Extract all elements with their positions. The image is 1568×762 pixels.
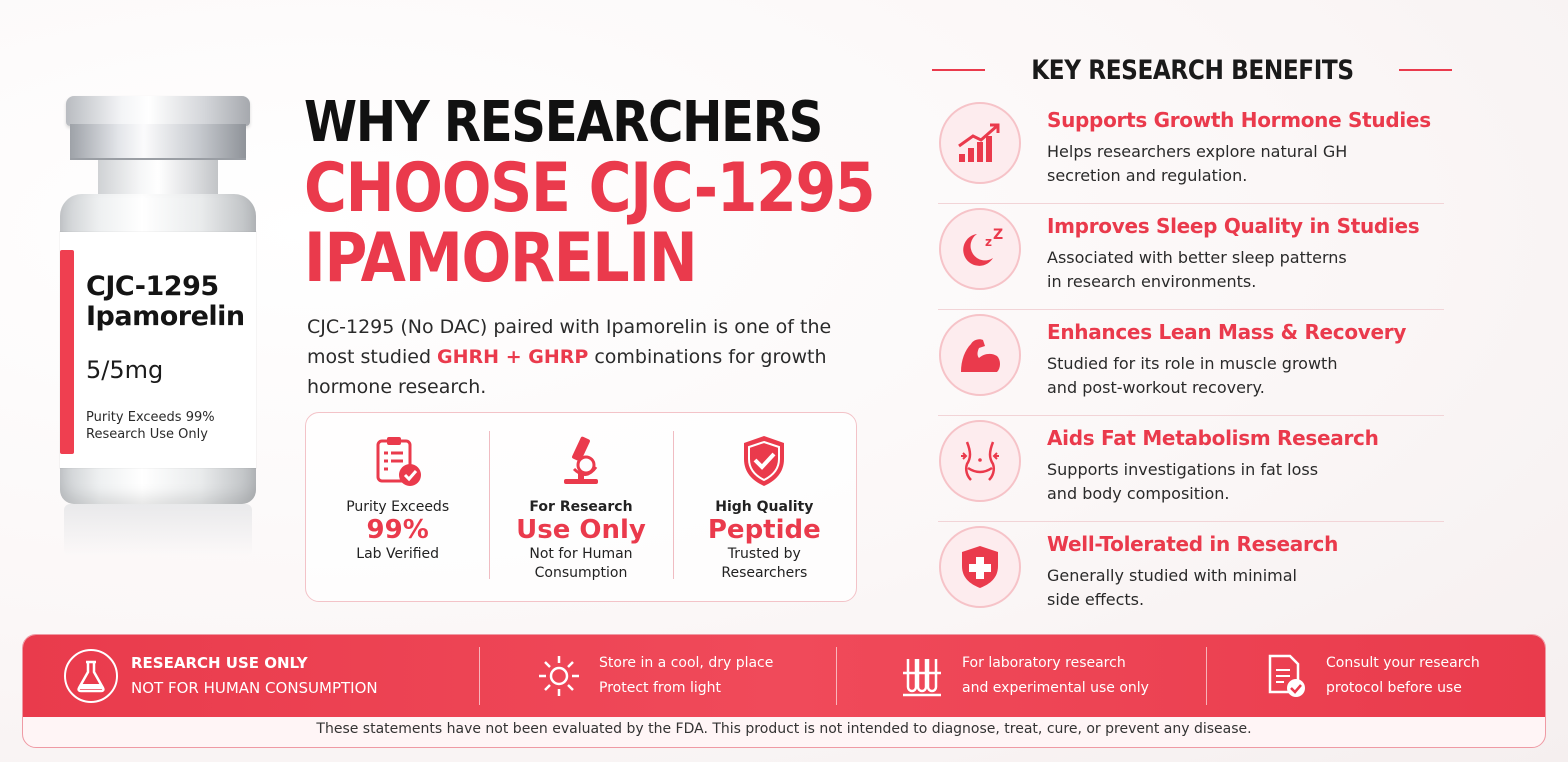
notice-consult-protocol-line2: protocol before use [1326, 680, 1462, 696]
benefit-sleep-desc-line1: Associated with better sleep patterns [1047, 248, 1347, 267]
benefit-lean-mass-desc-line2: and post-workout recovery. [1047, 378, 1265, 397]
benefit-item-sleep [938, 204, 1444, 310]
headline-line3: IPAMORELIN [304, 219, 697, 298]
notice-storage-text [599, 651, 773, 701]
moon-sleep-icon [939, 208, 1021, 290]
notice-lab-use-line2: and experimental use only [962, 680, 1149, 696]
notice-consult-protocol-text [1326, 651, 1480, 701]
intro-paragraph [307, 312, 867, 402]
shield-cross-icon [939, 526, 1021, 608]
flexed-arm-icon [939, 314, 1021, 396]
vial-name-line1: CJC-1295 [86, 271, 219, 302]
feature-purity-label: Purity Exceeds [346, 499, 450, 515]
notice-storage-line1: Store in a cool, dry place [599, 655, 774, 671]
flask-icon [63, 648, 119, 704]
notice-research-only [23, 635, 479, 717]
sun-icon [531, 648, 587, 704]
intro-highlight: GHRH + GHRP [437, 346, 589, 368]
feature-quality-label: High Quality [715, 499, 814, 515]
benefit-fat-metabolism-desc-line2: and body composition. [1047, 484, 1230, 503]
benefits-heading [932, 50, 1452, 90]
headline [304, 90, 884, 298]
vial-info-line2: Research Use Only [86, 427, 208, 442]
feature-research-sub: Not for Human Consumption [529, 546, 633, 581]
vial-dose: 5/5mg [86, 356, 164, 384]
vial-product-name [86, 272, 258, 332]
feature-research-only [489, 413, 672, 601]
vial-info-line1: Purity Exceeds 99% [86, 410, 215, 425]
intro-text-after: combinations for growth hormone research. [307, 346, 827, 398]
vial-cap-band [70, 124, 246, 160]
shield-check-icon [673, 431, 856, 491]
vial-label-stripe [60, 250, 74, 454]
benefit-fat-metabolism-desc [1047, 458, 1447, 506]
clipboard-check-icon [306, 431, 489, 491]
bottom-red-band [23, 635, 1545, 717]
notice-consult-protocol [1206, 635, 1545, 717]
feature-purity [306, 413, 489, 601]
benefit-lean-mass-title: Enhances Lean Mass & Recovery [1047, 320, 1407, 344]
test-tubes-icon [894, 648, 950, 704]
benefit-tolerance-desc [1047, 564, 1447, 612]
headline-line1: WHY RESEARCHERS [304, 90, 822, 155]
heading-rule-left [932, 69, 985, 71]
feature-research-label: For Research [529, 499, 633, 515]
benefit-growth-desc-line2: secretion and regulation. [1047, 166, 1248, 185]
vial-neck [98, 160, 218, 198]
benefit-growth-desc [1047, 140, 1447, 188]
benefit-tolerance-desc-line1: Generally studied with minimal [1047, 566, 1297, 585]
benefit-sleep-title: Improves Sleep Quality in Studies [1047, 214, 1420, 238]
svg-text:z: z [985, 235, 992, 249]
benefit-item-growth [938, 98, 1444, 204]
benefit-growth-title: Supports Growth Hormone Studies [1047, 108, 1431, 132]
growth-chart-icon [939, 102, 1021, 184]
benefit-lean-mass-desc [1047, 352, 1447, 400]
notice-storage [479, 635, 836, 717]
benefit-sleep-desc-line2: in research environments. [1047, 272, 1257, 291]
benefit-sleep-desc [1047, 246, 1447, 294]
notice-storage-line2: Protect from light [599, 680, 722, 696]
notice-research-only-line2: NOT FOR HUMAN CONSUMPTION [131, 679, 378, 697]
document-check-icon [1258, 648, 1314, 704]
headline-line2: CHOOSE CJC-1295 [304, 149, 875, 228]
benefit-item-fat-metabolism [938, 416, 1444, 522]
heading-rule-right [1399, 69, 1452, 71]
bottom-notice-bar [22, 634, 1546, 748]
benefit-fat-metabolism-title: Aids Fat Metabolism Research [1047, 426, 1379, 450]
svg-text:Z: Z [993, 227, 1004, 243]
benefit-item-lean-mass [938, 310, 1444, 416]
notice-consult-protocol-line1: Consult your research [1326, 655, 1480, 671]
notice-research-only-text [131, 651, 378, 701]
notice-research-only-line1: RESEARCH USE ONLY [131, 654, 308, 672]
notice-lab-use-line1: For laboratory research [962, 655, 1126, 671]
feature-purity-sub: Lab Verified [356, 546, 440, 562]
feature-quality-value: Peptide [707, 515, 821, 545]
product-vial-image [58, 96, 258, 556]
feature-research-value: Use Only [516, 515, 646, 545]
benefit-lean-mass-desc-line1: Studied for its role in muscle growth [1047, 354, 1338, 373]
feature-quality-sub: Trusted by Researchers [721, 546, 808, 581]
benefits-heading-text: KEY RESEARCH BENEFITS [1030, 54, 1354, 86]
notice-lab-use-text [962, 651, 1149, 701]
benefit-fat-metabolism-desc-line1: Supports investigations in fat loss [1047, 460, 1319, 479]
notice-lab-use [836, 635, 1206, 717]
microscope-icon [489, 431, 672, 491]
vial-info [86, 409, 256, 443]
fda-disclaimer: These statements have not been evaluated by the FDA. This product is not intended to diagnose, treat, cure, or prevent any disease. [316, 721, 1252, 737]
waist-icon [939, 420, 1021, 502]
vial-name-line2: Ipamorelin [86, 301, 245, 332]
feature-purity-value: 99% [366, 515, 429, 545]
feature-quality [673, 413, 856, 601]
vial-base-reflection [64, 504, 252, 556]
benefit-tolerance-title: Well-Tolerated in Research [1047, 532, 1339, 556]
benefit-tolerance-desc-line2: side effects. [1047, 590, 1145, 609]
intro-text-before: CJC-1295 (No DAC) paired with Ipamorelin is one of the most studied [307, 316, 832, 368]
benefit-item-tolerance [938, 522, 1444, 628]
vial-cap [66, 96, 250, 126]
benefit-growth-desc-line1: Helps researchers explore natural GH [1047, 142, 1348, 161]
feature-card [305, 412, 857, 602]
